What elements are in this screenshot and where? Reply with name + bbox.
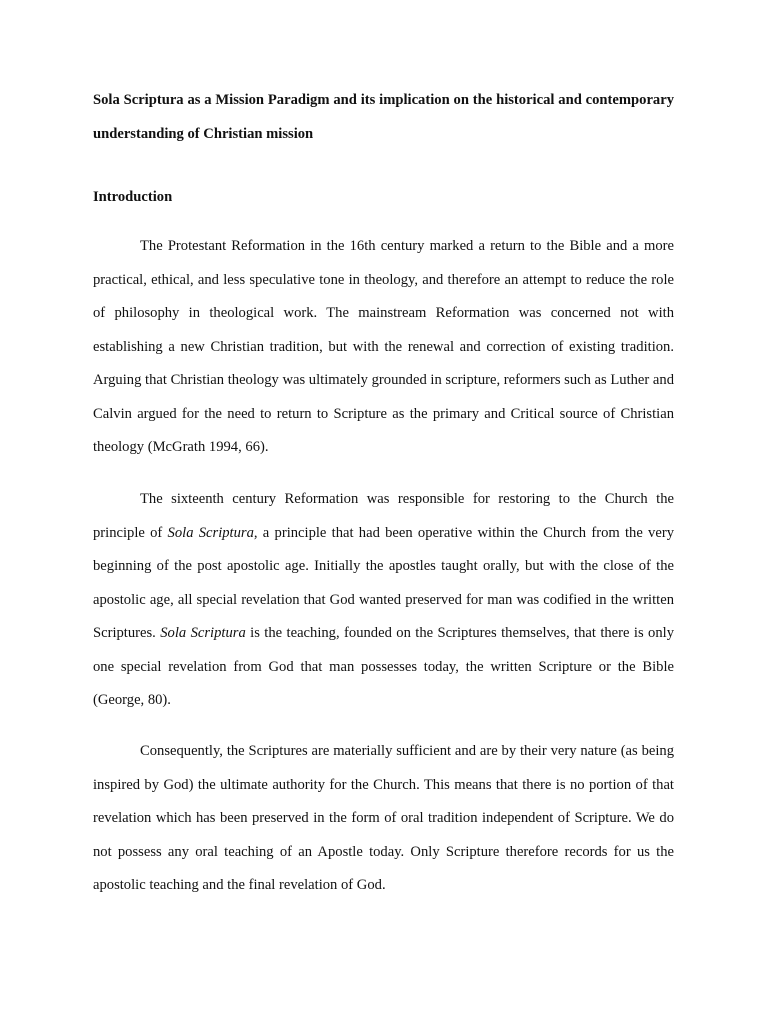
- paragraph-2-part-c: , a principle that had been operative within the Church from the very beginning of the post apostolic age. Initially the apostles taught orally, but with the close of the apostolic age, all special revelation that God wanted preserved for man was codified in the written Scriptures.: [93, 524, 674, 641]
- document-page: [93, 84, 674, 893]
- paragraph-2-part-e: is the teaching, founded on the Scriptures themselves, that there is only one special revelation from God that man possesses today, the written Scripture or the Bible (George, 80).: [93, 625, 674, 708]
- section-heading-introduction: Introduction: [93, 189, 173, 205]
- document-title: Sola Scriptura as a Mission Paradigm and its implication on the historical and contemporary understanding of Christian mission: [93, 92, 674, 142]
- paragraph-3: Consequently, the Scriptures are materially sufficient and are by their very nature (as being inspired by God) the ultimate authority for the Church. This means that there is no portion of that revelation which has been preserved in the form of oral tradition independent of Scripture. We do not possess any oral teaching of an Apostle today. Only Scripture therefore records for us the apostolic teaching and the final revelation of God.: [93, 743, 674, 893]
- paragraph-2-italic-term-2: Sola Scriptura: [160, 625, 246, 641]
- paragraph-2-part-a: The sixteenth century Reformation was responsible for restoring to the Church the principle of: [93, 491, 674, 541]
- paragraph-1: The Protestant Reformation in the 16th century marked a return to the Bible and a more practical, ethical, and less speculative tone in theology, and therefore an attempt to reduce the role of philosophy in theological work. The mainstream Reformation was concerned not with establishing a new Christian tradition, but with the renewal and correction of existing tradition. Arguing that Christian theology was ultimately grounded in scripture, reformers such as Luther and Calvin argued for the need to return to Scripture as the primary and Critical source of Christian theology (McGrath 1994, 66).: [93, 238, 674, 455]
- paragraph-2: [93, 483, 674, 718]
- paragraph-2-italic-term-1: Sola Scriptura: [167, 524, 254, 541]
